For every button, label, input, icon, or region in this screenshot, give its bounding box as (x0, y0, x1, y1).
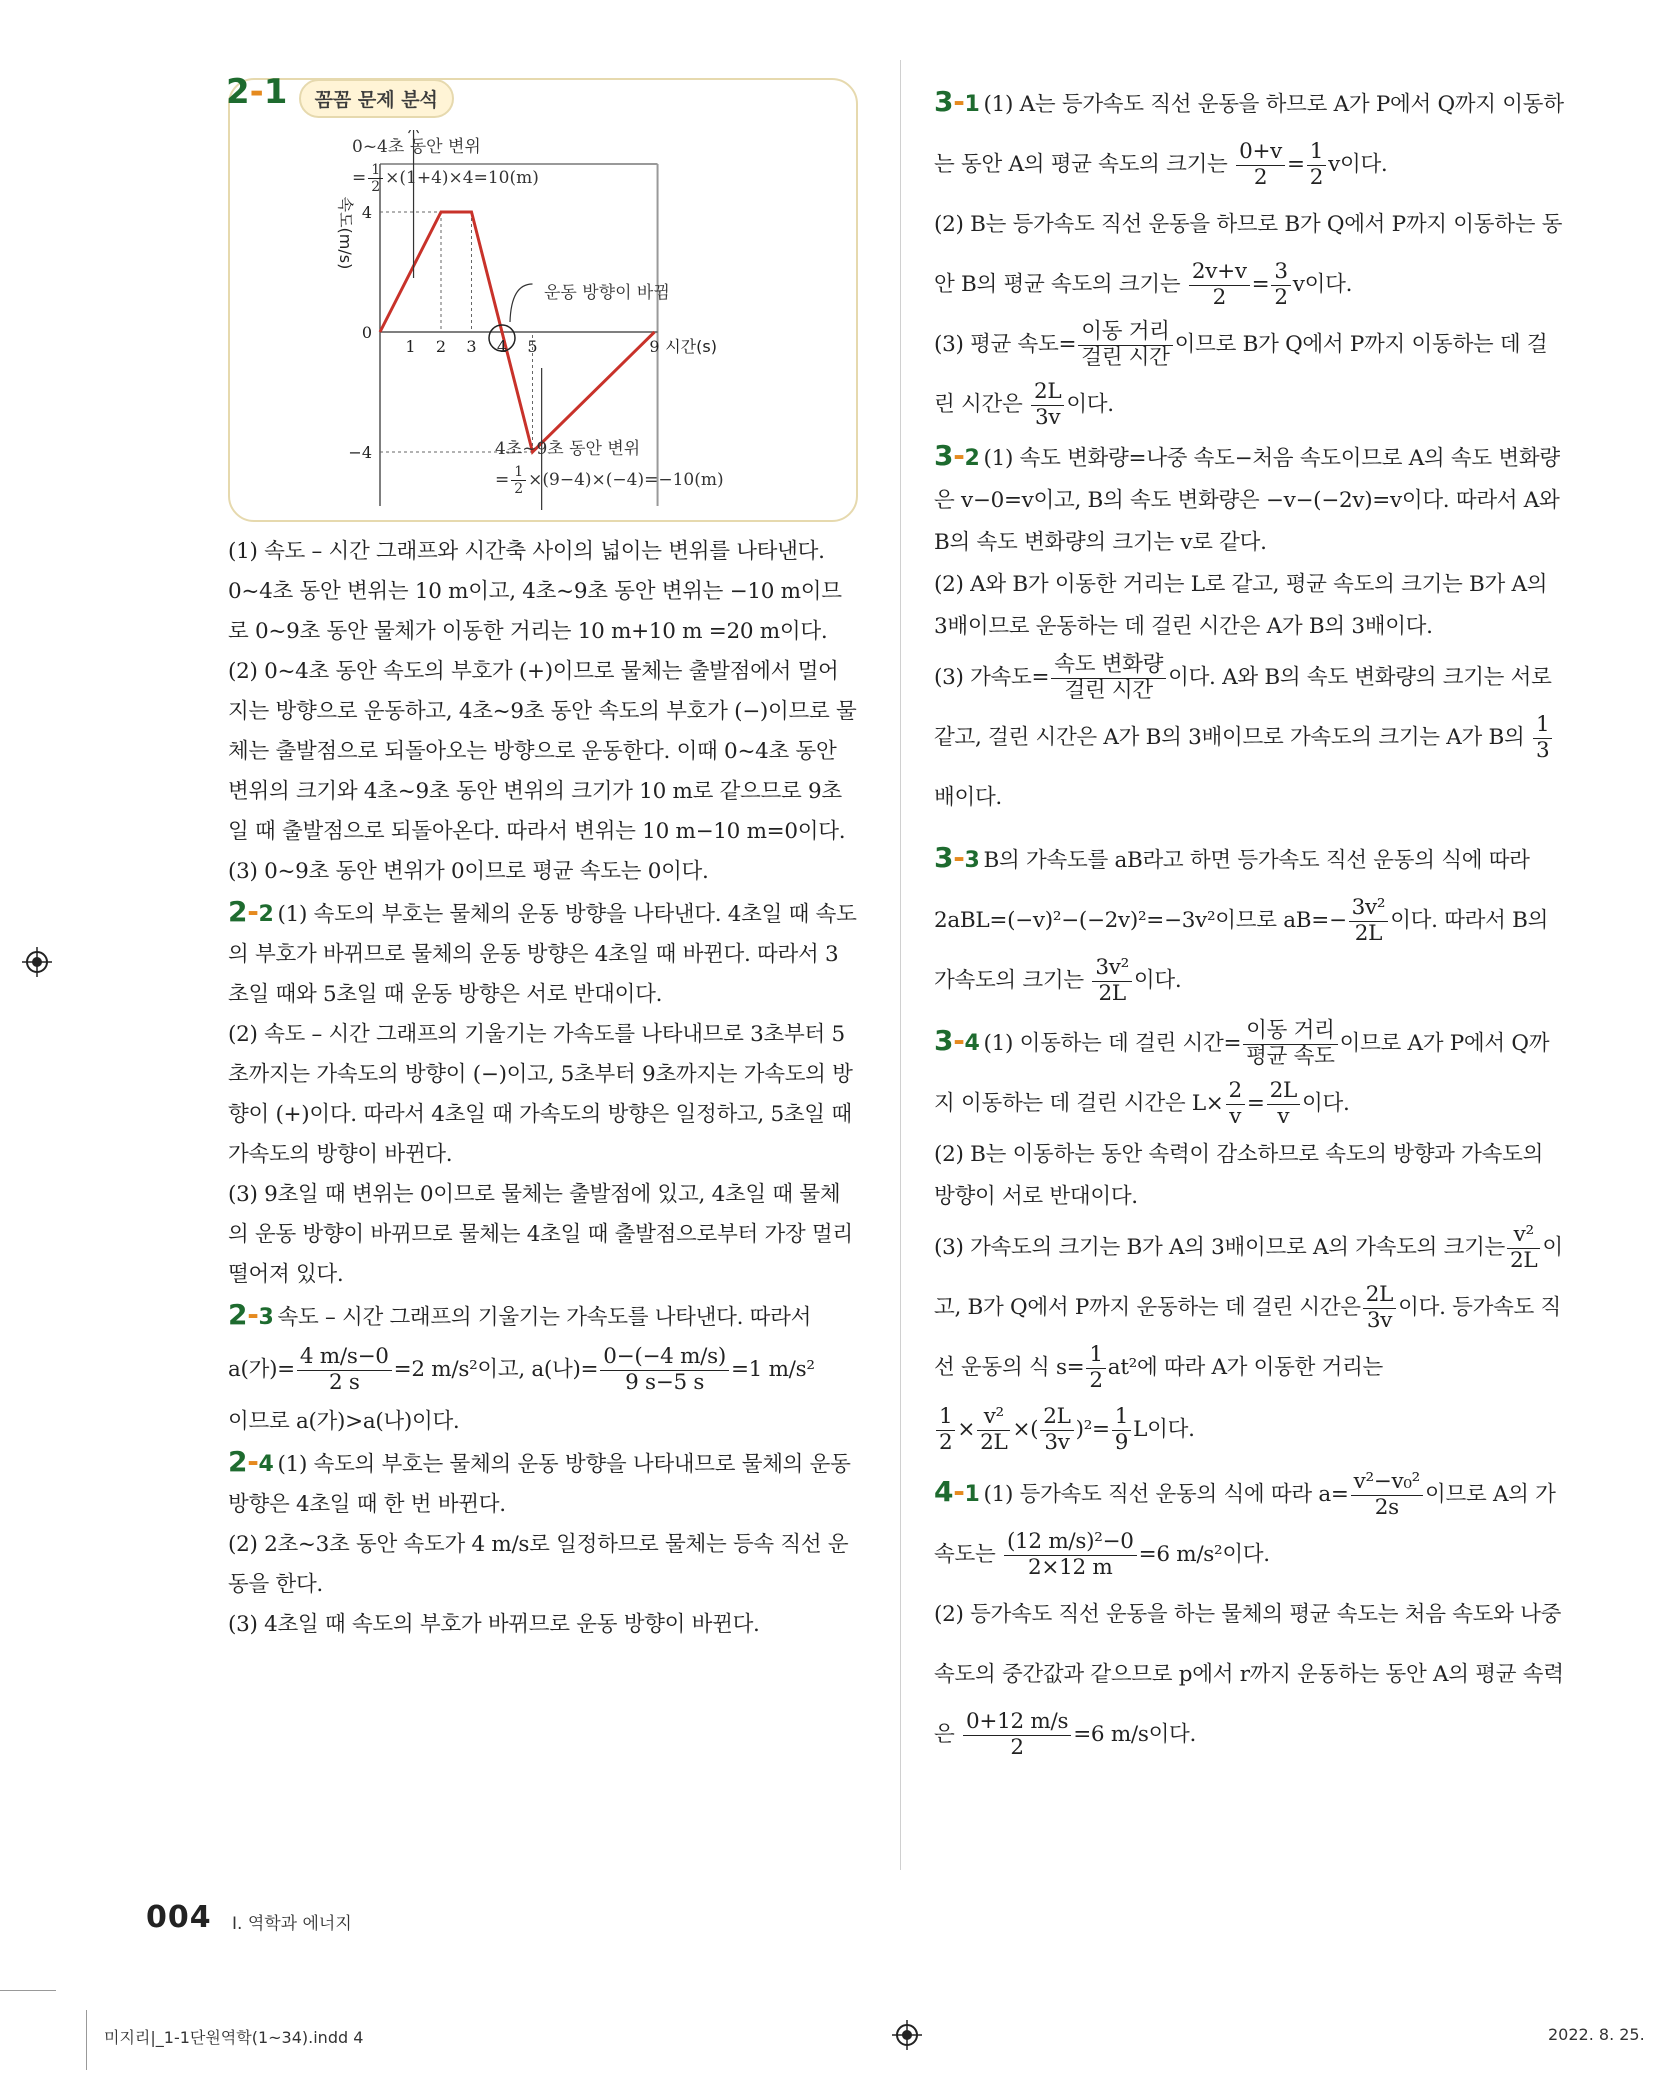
section-number: 2-4 (228, 1445, 274, 1478)
y-tick-label: 0 (361, 323, 372, 342)
s21-p1: (1) 속도 – 시간 그래프와 시간축 사이의 넓이는 변위를 나타낸다. 0~4초 동안 변위는 10 m이고, 4초~9초 동안 변위는 −10 m이므로 0~9초 동안 물체가 이동한 거리는 10 m+10 m =20 m이다. (228, 539, 842, 644)
x-tick-label: 1 (405, 337, 416, 356)
crop-mark (86, 2010, 87, 2070)
bottom-note-equation: = $\frac{1}{2}$ ×(9−4)×(−4)=−10(m) (495, 464, 724, 498)
direction-change-note: 운동 방향이 바뀜 (544, 283, 670, 303)
chart-bottom-note (495, 438, 724, 497)
chart-top-note (352, 136, 539, 195)
analysis-badge: 꼼꼼 문제 분석 (299, 79, 454, 118)
s21-p2: (2) 0~4초 동안 속도의 부호가 (+)이므로 물체는 출발점에서 멀어지는 방향으로 운동하고, 4초~9초 동안 속도의 부호가 (−)이므로 물체는 출발점으로 되돌아오는 방향으로 운동한다. 이때 0~4초 동안 변위의 크기와 4초~9초 동안 변위의 크기가 10 m로 같으므로 9초일 때 출발점으로 되돌아온다. 따라서 변위는 10 m−10 m=0이다. (228, 659, 857, 844)
s31-p2: (2) B는 등가속도 직선 운동을 하므로 B가 Q에서 P까지 이동하는 동안 B의 평균 속도의 크기는 $\frac{2v+v}{2}$ = $\frac{3}{2}$ v이다. (934, 212, 1563, 310)
y-tick-label: 4 (361, 203, 372, 222)
section-2-3: 2-3 속도 – 시간 그래프의 기울기는 가속도를 나타낸다. 따라서 (228, 1298, 812, 1331)
section-number: 3-2 (934, 439, 980, 472)
x-tick-label: 2 (435, 337, 447, 356)
column-divider (900, 60, 901, 1870)
top-note-equation: = $\frac{1}{2}$ ×(1+4)×4=10(m) (352, 162, 539, 196)
y-axis-label: 속도(m/s) (336, 196, 355, 270)
registration-mark-icon (22, 947, 52, 977)
s24-p2: (2) 2초~3초 동안 속도가 4 m/s로 일정하므로 물체는 등속 직선 운동을 한다. (228, 1532, 849, 1597)
s32-p2: (2) A와 B가 이동한 거리는 L로 같고, 평균 속도의 크기는 B가 A의 3배이므로 운동하는 데 걸린 시간은 A가 B의 3배이다. (934, 572, 1548, 639)
s22-p2: (2) 속도 – 시간 그래프의 기울기는 가속도를 나타내므로 3초부터 5초까지는 가속도의 방향이 (−)이고, 5초부터 9초까지는 가속도의 방향이 (+)이다. 따라서 4초일 때 가속도의 방향은 일정하고, 5초일 때 가속도의 방향이 바뀐다. (228, 1022, 853, 1167)
x-tick-label: 3 (466, 337, 477, 356)
section-2-2: 2-2 (1) 속도의 부호는 물체의 운동 방향을 나타낸다. 4초일 때 속도의 부호가 바뀌므로 물체의 운동 방향은 4초일 때 바뀐다. 따라서 3초일 때와 5초일 때 운동 방향은 서로 반대이다. (228, 895, 857, 1007)
s22-p3: (3) 9초일 때 변위는 0이므로 물체는 출발점에 있고, 4초일 때 물체의 운동 방향이 바뀌므로 물체는 4초일 때 출발점으로부터 가장 멀리 떨어져 있다. (228, 1182, 853, 1287)
bottom-note-title: 4초~9초 동안 변위 (495, 439, 641, 459)
s24-p3: (3) 4초일 때 속도의 부호가 바뀌므로 운동 방향이 바뀐다. (228, 1612, 760, 1637)
crop-mark (0, 1990, 56, 1991)
section-number: 4-1 (934, 1475, 980, 1508)
section-number: 3-3 (934, 841, 980, 874)
section-title: Ⅰ. 역학과 에너지 (232, 1914, 352, 1934)
top-note-title: 0~4초 동안 변위 (352, 137, 481, 157)
s34-p2: (2) B는 이동하는 동안 속력이 감소하므로 속도의 방향과 가속도의 방향이 서로 반대이다. (934, 1142, 1544, 1209)
analysis-number: 2-1 (226, 72, 288, 112)
s31-p3: (3) 평균 속도= $\frac{\text{이동 거리}}{\text{걸린 시간}}$ 이므로 B가 Q에서 P까지 이동하는 데 걸린 시간은 $\frac{2L}{3v}$ 이다. (934, 318, 1548, 430)
direction-note-pointer (510, 284, 533, 322)
print-date: 2022. 8. 25. (1548, 2025, 1645, 2044)
registration-mark-icon (892, 2020, 922, 2050)
section-2-4: 2-4 (1) 속도의 부호는 물체의 운동 방향을 나타내므로 물체의 운동 방향은 4초일 때 한 번 바뀐다. (228, 1445, 851, 1517)
x-axis-label: 시간(s) (665, 337, 717, 356)
right-column (934, 72, 1564, 1765)
section-number: 2-3 (228, 1298, 274, 1331)
s41-p2: (2) 등가속도 직선 운동을 하는 물체의 평균 속도는 처음 속도와 나중 속도의 중간값과 같으므로 p에서 r까지 운동하는 동안 A의 평균 속력은 $\frac{0+12 m/s}{2}$ =6 m/s이다. (934, 1602, 1564, 1760)
section-number: 3-1 (934, 85, 980, 118)
section-3-4: 3-4 (1) 이동하는 데 걸린 시간= $\frac{\text{이동 거리}}{\text{평균 속도}}$ 이므로 A가 P에서 Q까지 이동하는 데 걸린 시간은 L× $\frac{2}{v}$ = $\frac{2L}{v}$ 이다. (934, 1017, 1550, 1129)
section-3-3: 3-3 B의 가속도를 aB라고 하면 등가속도 직선 운동의 식에 따라 2aBL=(−v)²−(−2v)²=−3v²이므로 aB=− $\frac{\text{3v²}}{2L}$ 이다. 따라서 B의 가속도의 크기는 $\frac{\text{3v²}}{2L}$ 이다. (934, 841, 1549, 1006)
x-tick-label: 4 (496, 337, 508, 356)
print-slug: 미지리|_1-1단원역학(1~34).indd 4 (104, 2028, 364, 2047)
s23-p3: 이므로 a(가)>a(나)이다. (228, 1409, 460, 1434)
page-number: 004 (146, 1900, 212, 1935)
section-4-1: 4-1 (1) 등가속도 직선 운동의 식에 따라 a= $\frac{\text{v²−v₀²}}{2s}$ 이므로 A의 가속도는 $\frac{\text{(12 m/s)²−0}}{2\times 12 m}$ =6 m/s²이다. (934, 1468, 1556, 1580)
section-number: 2-2 (228, 895, 274, 928)
s32-p3: (3) 가속도= $\frac{\text{속도 변화량}}{\text{걸린 시간}}$ 이다. A와 B의 속도 변화량의 크기는 서로 같고, 걸린 시간은 A가 B의 3배이므로 가속도의 크기는 A가 B의 $\frac{1}{3}$ 배이다. (934, 651, 1552, 810)
section-number: 3-4 (934, 1024, 980, 1057)
s23-equation: a(가)= $\frac{4 m/s-0}{2 s}$ =2 m/s²이고, a(나)= $\frac{0-(-4 m/s)}{9 s-5 s}$ =1 m/s² (228, 1343, 815, 1395)
section-3-2: 3-2 (1) 속도 변화량=나중 속도−처음 속도이므로 A의 속도 변화량은 v−0=v이고, B의 속도 변화량은 −v−(−2v)=v이다. 따라서 A와 B의 속도 변화량의 크기는 v로 같다. (934, 439, 1560, 555)
section-3-1: 3-1 (1) A는 등가속도 직선 운동을 하므로 A가 P에서 Q까지 이동하는 동안 A의 평균 속도의 크기는 $\frac{0+v}{2}$ = $\frac{1}{2}$ v이다. (934, 85, 1564, 190)
s21-p3: (3) 0~9초 동안 변위가 0이므로 평균 속도는 0이다. (228, 859, 709, 884)
analysis-header (226, 72, 454, 118)
s34-p4: $\frac{1}{2}$ × $\frac{\text{v²}}{2L}$ ×( $\frac{2L}{3v}$ )²= $\frac{1}{9}$ L이다. (934, 1398, 1564, 1462)
s34-p3: (3) 가속도의 크기는 B가 A의 3배이므로 A의 가속도의 크기는 $\frac{\text{v²}}{2L}$ 이고, B가 Q에서 P까지 운동하는 데 걸린 시간은 $\frac{2L}{3v}$ 이다. 등가속도 직선 운동의 식 s= $\frac{1}{2}$ at²에 따라 A가 이동한 거리는 (934, 1221, 1563, 1393)
x-tick-label: 9 (649, 337, 660, 356)
y-tick-label: −4 (348, 443, 372, 462)
x-tick-label: 5 (527, 337, 538, 356)
left-column (228, 532, 858, 1645)
